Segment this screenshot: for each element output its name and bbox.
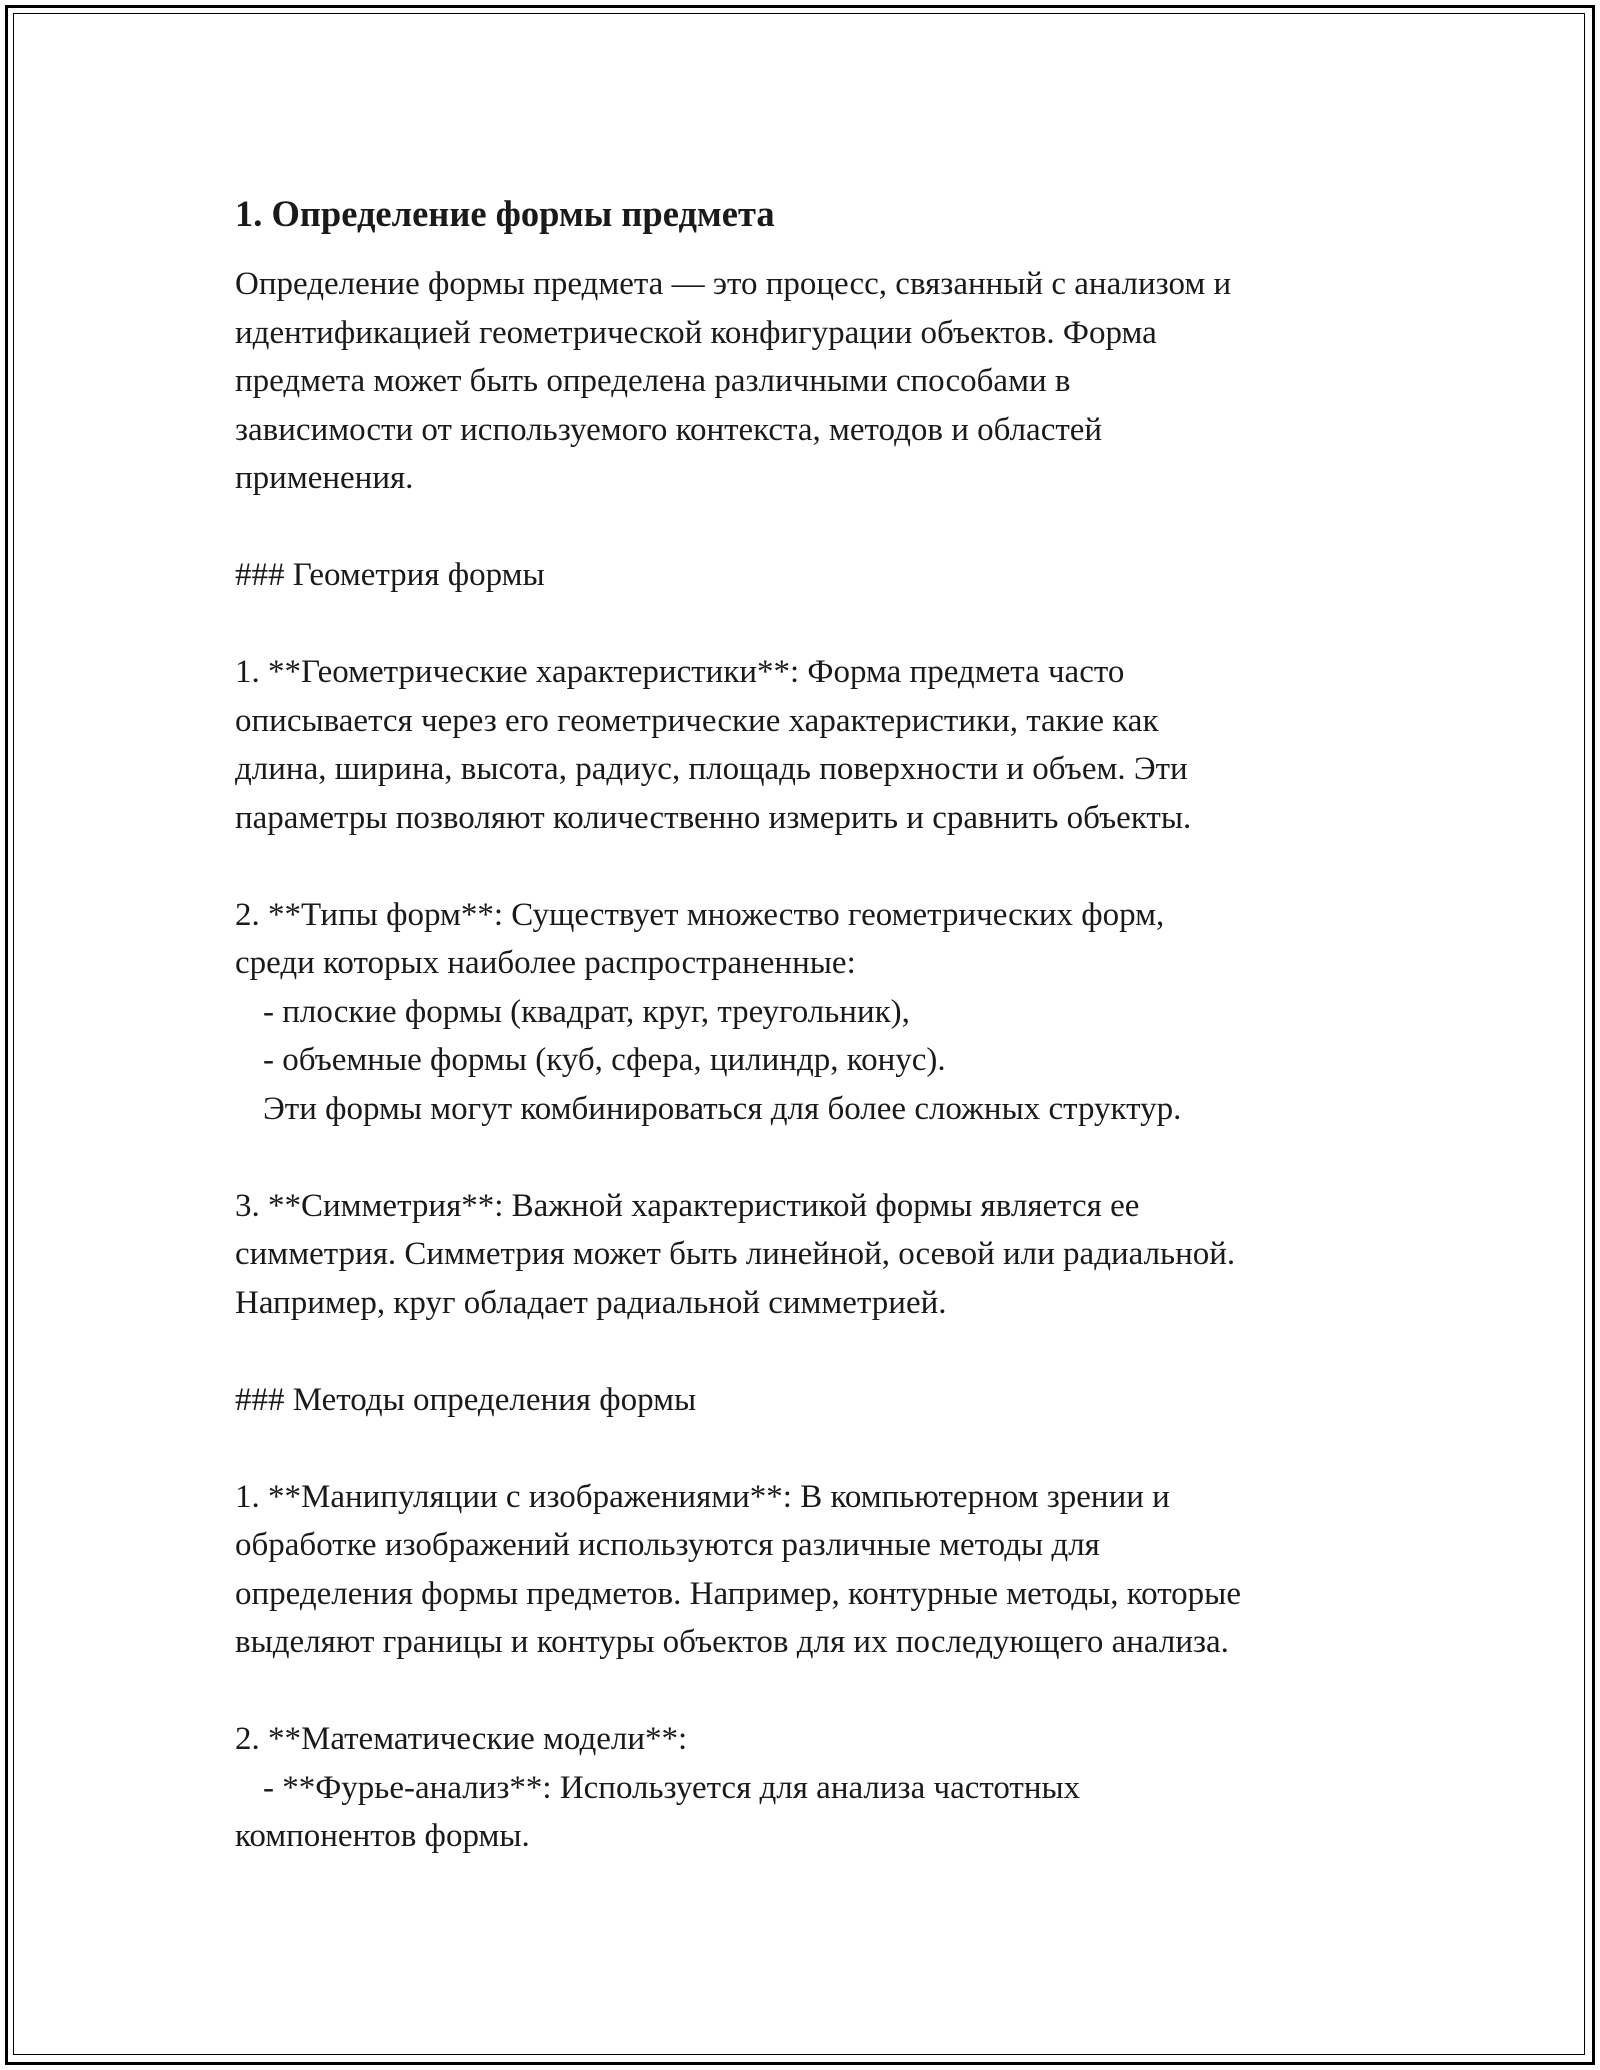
list-item: [235, 648, 1385, 842]
spacer: [235, 503, 1385, 552]
intro-paragraph: [235, 260, 1385, 503]
text-line: применения.: [235, 460, 414, 496]
list-item: [235, 1473, 1385, 1667]
text-line: длина, ширина, высота, радиус, площадь поверхности и объем. Эти: [235, 751, 1188, 787]
sub-list-line: - плоские формы (квадрат, круг, треугольник),: [263, 993, 910, 1030]
text-line: среди которых наиболее распространенные:: [235, 945, 856, 981]
text-line: Например, круг обладает радиальной симметрией.: [235, 1284, 947, 1321]
text-line: 2. **Математические модели**:: [235, 1721, 688, 1757]
spacer: [235, 1327, 1385, 1376]
list-item: [235, 1182, 1385, 1328]
text-line: зависимости от используемого контекста, методов и областей: [235, 411, 1103, 448]
text-line: 1. **Геометрические характеристики**: Форма предмета часто: [235, 654, 1125, 690]
sub-list-line: Эти формы могут комбинироваться для более сложных структур.: [263, 1090, 1182, 1127]
document-title: 1. Определение формы предмета: [235, 193, 775, 234]
list-item: [235, 1715, 1385, 1861]
section-heading: ### Геометрия формы: [235, 557, 545, 593]
text-line: идентификацией геометрической конфигурации объектов. Форма: [235, 314, 1157, 351]
section-heading: ### Методы определения формы: [235, 1381, 697, 1418]
text-line: выделяют границы и контуры объектов для их последующего анализа.: [235, 1624, 1229, 1660]
sub-list-line: - объемные формы (куб, сфера, цилиндр, конус).: [263, 1042, 946, 1078]
text-line: описывается через его геометрические характеристики, такие как: [235, 702, 1159, 739]
spacer: [235, 600, 1385, 649]
text-line: определения формы предметов. Например, контурные методы, которые: [235, 1575, 1242, 1612]
list-item: [235, 891, 1385, 1134]
text-line: 1. **Манипуляции с изображениями**: В компьютерном зрении и: [235, 1478, 1170, 1515]
text-line: 2. **Типы форм**: Существует множество геометрических форм,: [235, 896, 1165, 933]
sub-list-line: - **Фурье-анализ**: Используется для анализа частотных: [263, 1769, 1081, 1806]
text-line: параметры позволяют количественно измерить и сравнить объекты.: [235, 799, 1192, 836]
document-body: [235, 190, 1385, 1861]
spacer: [235, 1133, 1385, 1182]
text-line: 3. **Симметрия**: Важной характеристикой формы является ее: [235, 1187, 1140, 1224]
text-line: компонентов формы.: [235, 1818, 530, 1854]
spacer: [235, 1424, 1385, 1473]
text-line: обработке изображений используются различные методы для: [235, 1527, 1100, 1563]
text-line: предмета может быть определена различными способами в: [235, 363, 1071, 399]
text-line: симметрия. Симметрия может быть линейной, осевой или радиальной.: [235, 1236, 1236, 1272]
text-line: Определение формы предмета — это процесс, связанный с анализом и: [235, 266, 1232, 302]
spacer: [235, 1667, 1385, 1716]
spacer: [235, 842, 1385, 891]
